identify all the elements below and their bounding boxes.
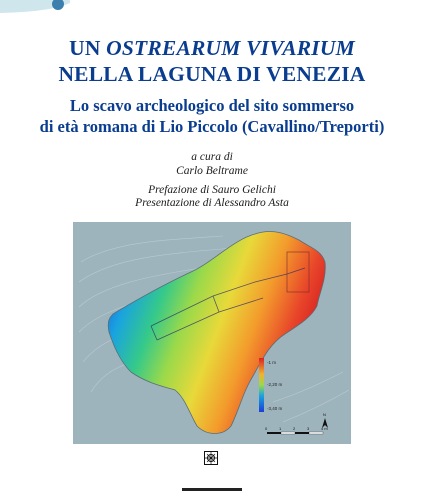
scale-bar — [267, 432, 323, 434]
book-subtitle-line1: Lo scavo archeologico del sito sommerso — [69, 96, 355, 115]
scale-label-1: 1 — [279, 426, 282, 431]
scale-label-4: 4 m — [321, 426, 328, 431]
north-label: N — [323, 412, 326, 417]
legend-label-bottom: -3,40 m — [267, 406, 283, 411]
scale-label-2: 2 — [293, 426, 296, 431]
legend-label-mid: -2,20 m — [267, 382, 283, 387]
series-logo — [0, 0, 70, 14]
presentation-credit: Presentazione di Alessandro Asta — [135, 197, 289, 209]
scale-label-0: 0 — [265, 426, 268, 431]
book-subtitle-line2: di età romana di Lio Piccolo (Cavallino/Treporti) — [39, 117, 385, 136]
bathymetric-map — [73, 222, 351, 444]
depth-legend-bar — [259, 358, 264, 412]
publisher-wordmark — [182, 485, 242, 491]
book-title-line1: UN OSTREARUM VIVARIUM — [69, 36, 355, 60]
book-title-line2: NELLA LAGUNA DI VENEZIA — [58, 62, 366, 86]
scale-label-3: 3 — [307, 426, 310, 431]
curator-label: a cura di — [191, 151, 233, 163]
legend-label-top: -1 m — [267, 360, 276, 365]
publisher-logo-icon — [204, 451, 218, 465]
preface-credit: Prefazione di Sauro Gelichi — [148, 184, 276, 196]
curator-name: Carlo Beltrame — [176, 165, 248, 177]
